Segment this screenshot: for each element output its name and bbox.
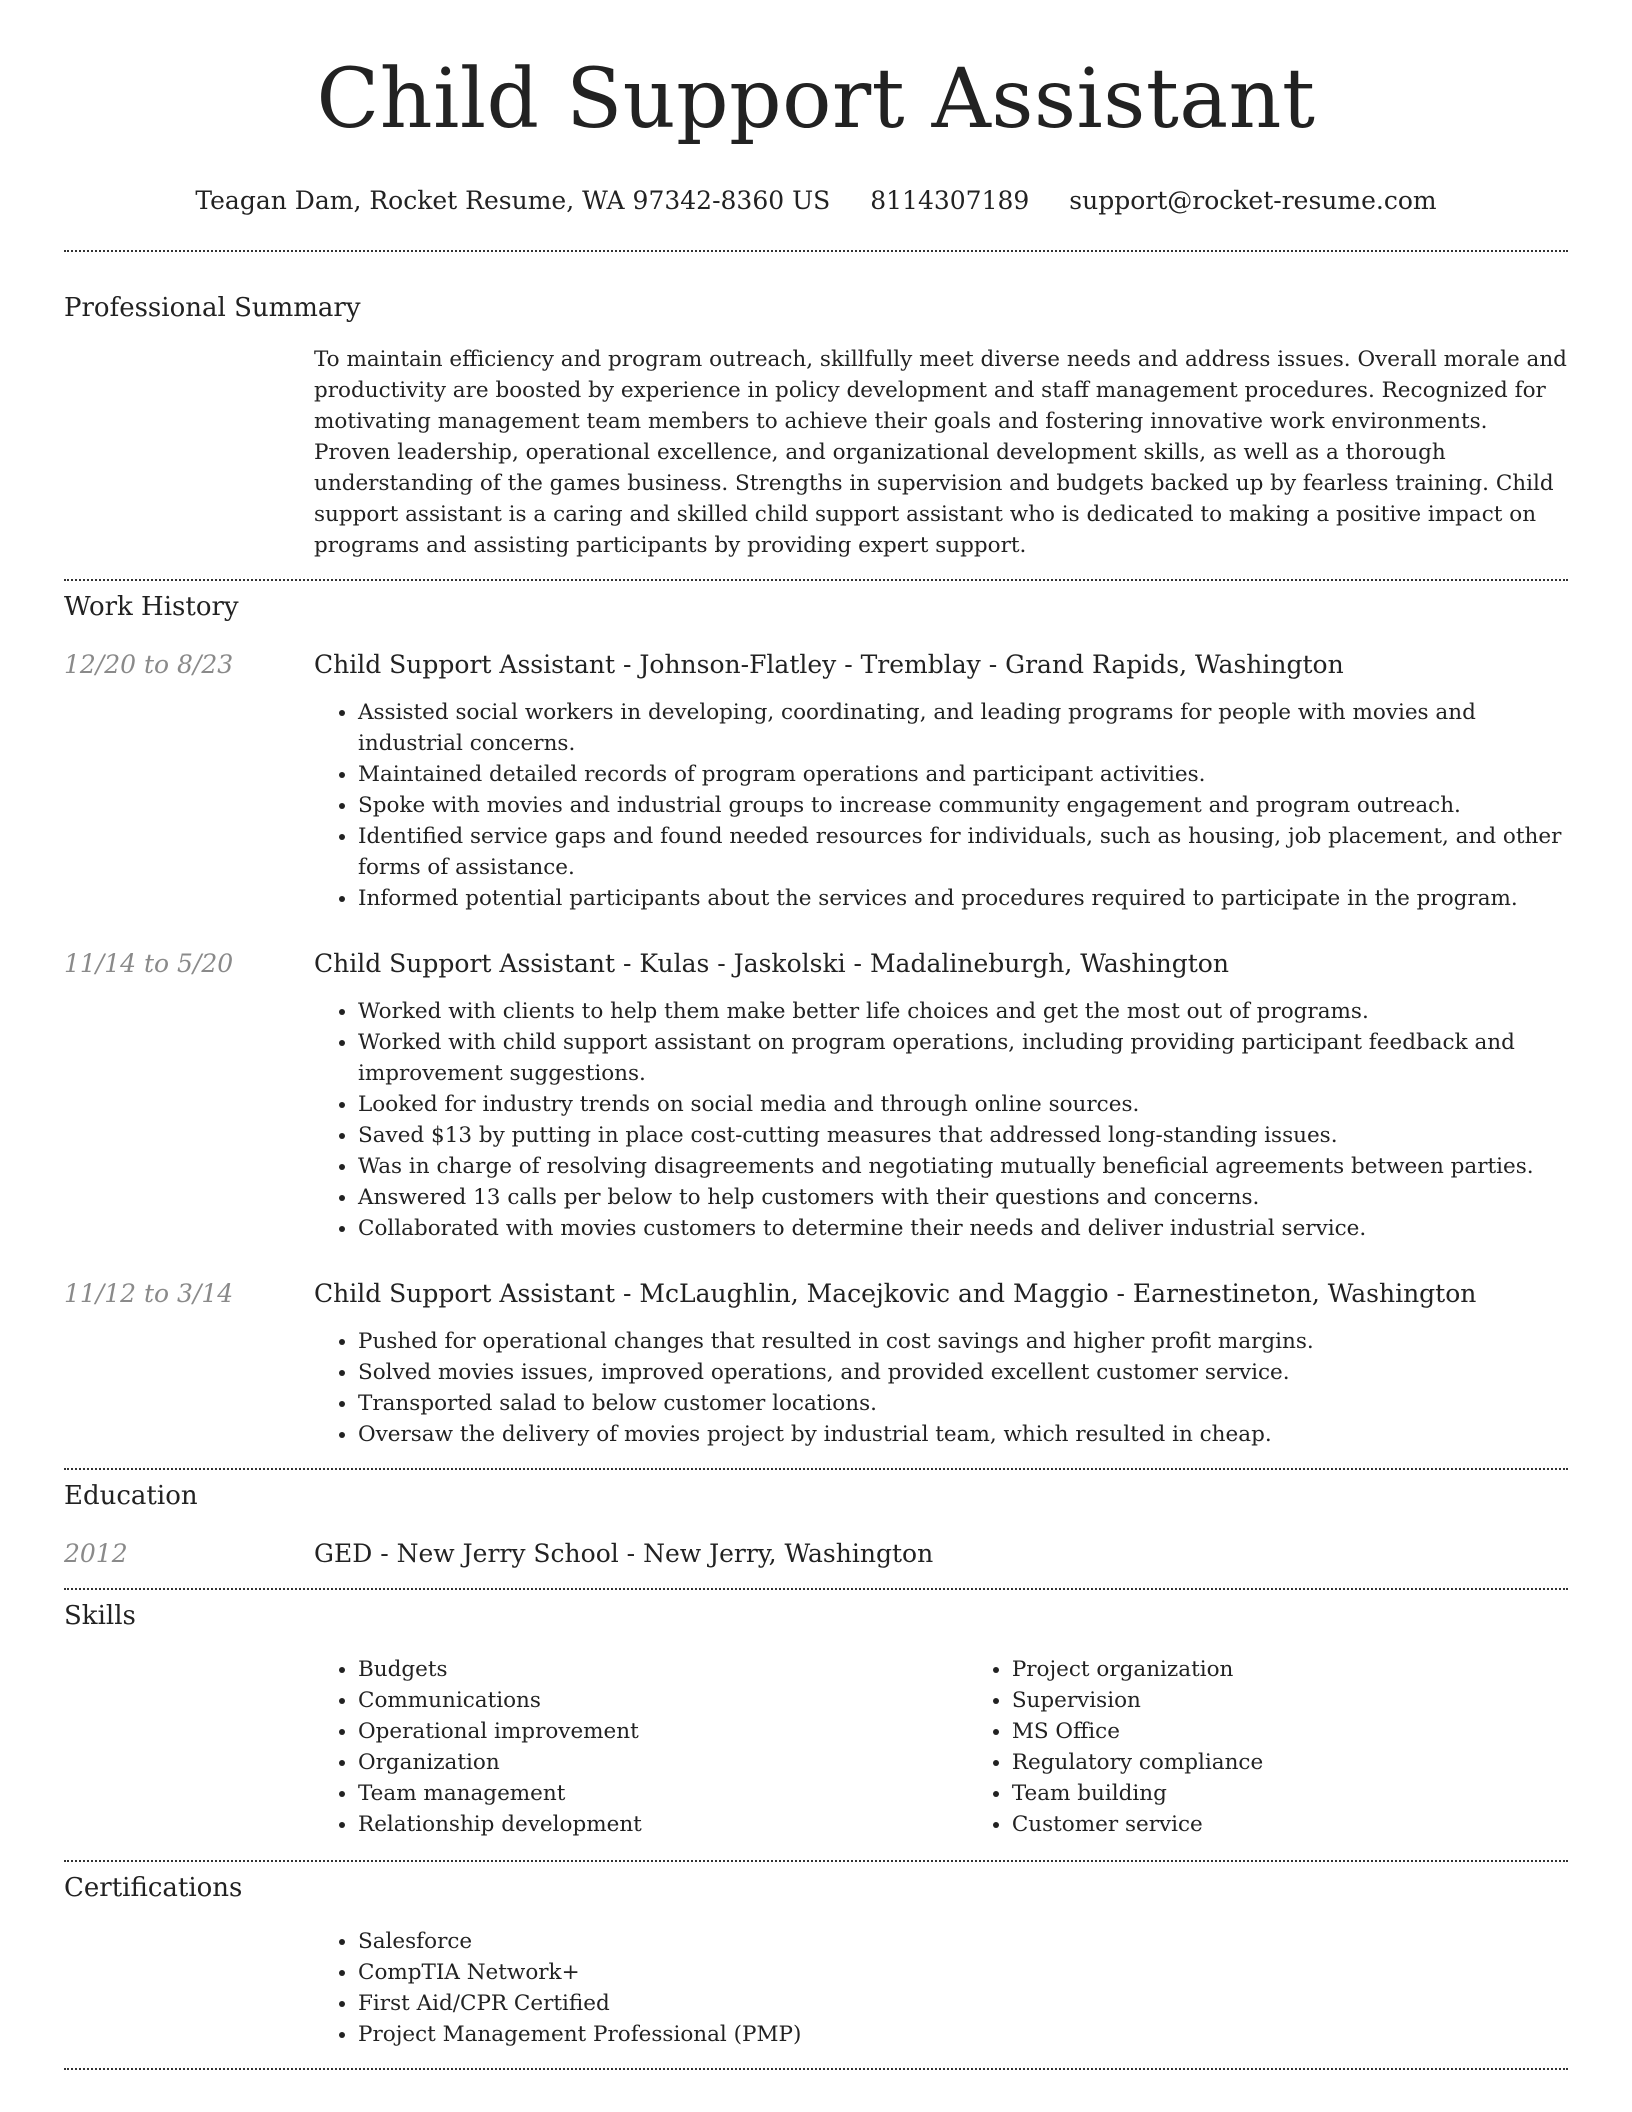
list-item: • Spoke with movies and industrial groups to increase community engagement and program outreach.	[358, 790, 1568, 821]
skill-item: • Customer service	[1012, 1809, 1568, 1840]
resume-page	[64, 0, 1568, 2070]
job-entry	[64, 1278, 1568, 1450]
skill-item: • Team building	[1012, 1778, 1568, 1809]
divider	[64, 250, 1568, 252]
list-item: • Worked with child support assistant on program operations, including providing participant feedback and improvement suggestions.	[358, 1027, 1568, 1089]
divider	[64, 1588, 1568, 1590]
list-item: • Worked with clients to help them make better life choices and get the most out of programs.	[358, 996, 1568, 1027]
skill-item: • Communications	[358, 1685, 968, 1716]
skill-item: • Organization	[358, 1747, 968, 1778]
summary-text: To maintain efficiency and program outreach, skillfully meet diverse needs and address issues. Overall morale and productivity are boosted by experience in policy development and staff management procedures. Recognized for motivating management team members to achieve their goals and fostering innovative work environments. Proven leadership, operational excellence, and organizational development skills, as well as a thorough understanding of the games business. Strengths in supervision and budgets backed up by fearless training. Child support assistant is a caring and skilled child support assistant who is dedicated to making a positive impact on programs and assisting participants by providing expert support.	[314, 347, 1567, 558]
skill-item: • Budgets	[358, 1654, 968, 1685]
work-heading: Work History	[64, 592, 239, 622]
list-item: • Looked for industry trends on social media and through online sources.	[358, 1089, 1568, 1120]
education-year: 2012	[64, 1539, 128, 1568]
job-dates: 11/14 to 5/20	[64, 949, 234, 978]
contact-phone: 8114307189	[870, 186, 1030, 215]
job-entry	[64, 948, 1568, 1244]
list-item: • Collaborated with movies customers to determine their needs and deliver industrial service.	[358, 1213, 1568, 1244]
skills-heading: Skills	[64, 1601, 136, 1631]
contact-address: Teagan Dam, Rocket Resume, WA 97342-8360 US	[195, 186, 831, 215]
job-heading: Child Support Assistant - Kulas - Jaskolski - Madalineburgh, Washington	[314, 949, 1229, 978]
job-dates: 11/12 to 3/14	[64, 1279, 234, 1308]
list-item: • Identified service gaps and found needed resources for individuals, such as housing, job placement, and other forms of assistance.	[358, 821, 1568, 883]
job-heading: Child Support Assistant - McLaughlin, Macejkovic and Maggio - Earnestineton, Washington	[314, 1279, 1477, 1308]
job-dates: 12/20 to 8/23	[64, 650, 234, 679]
education-section	[64, 1480, 1568, 1570]
list-item: • Oversaw the delivery of movies project by industrial team, which resulted in cheap.	[358, 1419, 1568, 1450]
certification-item: • First Aid/CPR Certified	[358, 1988, 1568, 2019]
skill-item: • Supervision	[1012, 1685, 1568, 1716]
skills-column-right	[968, 1654, 1568, 1840]
work-section	[64, 591, 1568, 1450]
list-item: • Transported salad to below customer locations.	[358, 1388, 1568, 1419]
list-item: • Answered 13 calls per below to help customers with their questions and concerns.	[358, 1182, 1568, 1213]
skill-item: • MS Office	[1012, 1716, 1568, 1747]
skills-list	[314, 1654, 1568, 1840]
job-entry	[64, 649, 1568, 914]
skill-item: • Relationship development	[358, 1809, 968, 1840]
list-item: • Saved $13 by putting in place cost-cutting measures that addressed long-standing issues.	[358, 1120, 1568, 1151]
certification-item: • Salesforce	[358, 1926, 1568, 1957]
skills-section	[64, 1600, 1568, 1840]
skills-column-left	[314, 1654, 968, 1840]
list-item: • Assisted social workers in developing, coordinating, and leading programs for people with movies and industrial concerns.	[358, 697, 1568, 759]
job-bullets	[64, 1326, 1568, 1450]
list-item: • Was in charge of resolving disagreements and negotiating mutually beneficial agreements between parties.	[358, 1151, 1568, 1182]
resume-name-title: Child Support Assistant	[316, 52, 1316, 147]
divider	[64, 2068, 1568, 2070]
summary-section	[64, 292, 1568, 561]
skill-item: • Team management	[358, 1778, 968, 1809]
certifications-heading: Certifications	[64, 1873, 243, 1903]
education-entry	[64, 1538, 1568, 1570]
contact-email: support@rocket-resume.com	[1069, 186, 1437, 215]
certifications-section	[64, 1872, 1568, 2050]
list-item: • Maintained detailed records of program operations and participant activities.	[358, 759, 1568, 790]
certification-item: • CompTIA Network+	[358, 1957, 1568, 1988]
skill-item: • Project organization	[1012, 1654, 1568, 1685]
divider	[64, 1860, 1568, 1862]
contact-line	[64, 186, 1568, 216]
summary-heading: Professional Summary	[64, 293, 361, 323]
education-heading: Education	[64, 1481, 198, 1511]
skill-item: • Operational improvement	[358, 1716, 968, 1747]
divider	[64, 579, 1568, 581]
list-item: • Solved movies issues, improved operations, and provided excellent customer service.	[358, 1357, 1568, 1388]
education-degree: GED - New Jerry School - New Jerry, Washington	[314, 1539, 934, 1568]
certifications-list	[64, 1926, 1568, 2050]
skill-item: • Regulatory compliance	[1012, 1747, 1568, 1778]
list-item: • Informed potential participants about the services and procedures required to participate in the program.	[358, 883, 1568, 914]
job-bullets	[64, 996, 1568, 1244]
list-item: • Pushed for operational changes that resulted in cost savings and higher profit margins.	[358, 1326, 1568, 1357]
job-bullets	[64, 697, 1568, 914]
job-heading: Child Support Assistant - Johnson-Flatley - Tremblay - Grand Rapids, Washington	[314, 650, 1344, 679]
certification-item: • Project Management Professional (PMP)	[358, 2019, 1568, 2050]
divider	[64, 1468, 1568, 1470]
